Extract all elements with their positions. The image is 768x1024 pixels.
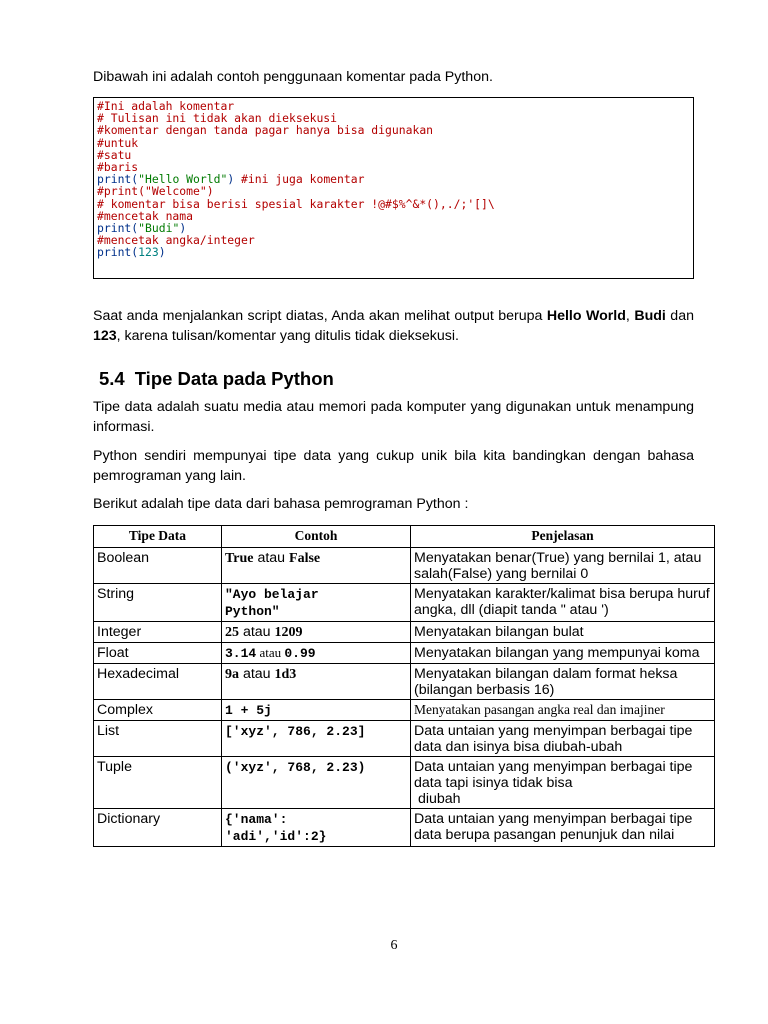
cell-tipe: Tuple xyxy=(94,757,222,809)
section-title: Tipe Data pada Python xyxy=(134,368,334,389)
code-keyword: print xyxy=(97,245,132,260)
output-text: , karena tulisan/komentar yang ditulis tidak dieksekusi. xyxy=(116,328,459,344)
cell-penjelasan xyxy=(411,757,715,809)
cell-contoh xyxy=(222,700,411,721)
cell-penjelasan: Menyatakan bilangan yang mempunyai koma xyxy=(411,643,715,664)
example-value: 9a xyxy=(225,667,239,682)
code-line: #baris xyxy=(97,160,139,175)
example-value: True xyxy=(225,551,254,566)
section-heading xyxy=(99,368,334,390)
table-row xyxy=(94,809,715,847)
code-line: # Tulisan ini tidak akan dieksekusi xyxy=(97,111,338,126)
cell-contoh xyxy=(222,809,411,847)
table-row xyxy=(94,548,715,584)
code-line: #komentar dengan tanda pagar hanya bisa digunakan xyxy=(97,123,434,138)
cell-penjelasan: Menyatakan bilangan dalam format heksa (bilangan berbasis 16) xyxy=(411,664,715,700)
table-row xyxy=(94,622,715,643)
code-line: #print("Welcome") xyxy=(97,184,214,199)
table-row xyxy=(94,643,715,664)
output-text: Saat anda menjalankan script diatas, Anda akan melihat output berupa xyxy=(93,308,547,324)
description-text: diubah xyxy=(414,791,461,807)
code-paren: ( xyxy=(131,221,139,236)
page-number: 6 xyxy=(390,938,398,953)
cell-tipe: Hexadecimal xyxy=(94,664,222,700)
header-contoh: Contoh xyxy=(222,526,411,548)
cell-contoh xyxy=(222,643,411,664)
cell-tipe: Dictionary xyxy=(94,809,222,847)
code-comment: #ini juga komentar xyxy=(234,172,365,187)
code-paren: ) xyxy=(158,245,166,260)
table-row xyxy=(94,721,715,757)
example-value: 'adi','id':2} xyxy=(225,829,327,844)
example-value: 3.14 xyxy=(225,646,257,661)
code-paren: ) xyxy=(227,172,235,187)
intro-text: Dibawah ini adalah contoh penggunaan komentar pada Python. xyxy=(93,69,493,85)
table-row xyxy=(94,700,715,721)
code-paren: ) xyxy=(179,221,187,236)
cell-contoh xyxy=(222,721,411,757)
example-value: ('xyz', 768, 2.23) xyxy=(225,760,366,775)
code-line: #mencetak angka/integer xyxy=(97,233,255,248)
example-value: 0.99 xyxy=(284,646,316,661)
example-separator: atau xyxy=(239,624,275,640)
code-keyword: print xyxy=(97,172,132,187)
example-value: ['xyz', 786, 2.23] xyxy=(225,724,366,739)
table-header-row xyxy=(94,526,715,548)
example-value: "Ayo belajar xyxy=(225,587,319,602)
code-string: "Budi" xyxy=(138,221,180,236)
cell-penjelasan: Menyatakan bilangan bulat xyxy=(411,622,715,643)
cell-contoh xyxy=(222,584,411,622)
code-line: # komentar bisa berisi spesial karakter !@#$%^&*(),./;'[]\ xyxy=(97,196,495,211)
description-text: Data untaian yang menyimpan berbagai tipe data tapi isinya tidak bisa xyxy=(414,759,693,791)
table-row xyxy=(94,757,715,809)
cell-contoh xyxy=(222,757,411,809)
code-paren: ( xyxy=(131,245,139,260)
example-value: 1209 xyxy=(274,625,303,640)
cell-penjelasan: Menyatakan pasangan angka real dan imajiner xyxy=(411,700,715,721)
code-line: #Ini adalah komentar xyxy=(97,99,235,113)
cell-contoh xyxy=(222,548,411,584)
paragraph-definition: Tipe data adalah suatu media atau memori pada komputer yang digunakan untuk menampung informasi. xyxy=(93,399,694,435)
cell-penjelasan: Data untaian yang menyimpan berbagai tipe data dan isinya bisa diubah-ubah xyxy=(411,721,715,757)
output-bold-budi: Budi xyxy=(634,308,666,324)
example-value: Python" xyxy=(225,604,280,619)
output-text: dan xyxy=(665,308,694,324)
example-value: {'nama': xyxy=(225,812,288,827)
cell-tipe: List xyxy=(94,721,222,757)
output-text: , xyxy=(625,308,630,324)
code-block xyxy=(93,97,694,279)
output-paragraph xyxy=(93,306,694,346)
cell-contoh xyxy=(222,622,411,643)
paragraph-python-types: Python sendiri mempunyai tipe data yang cukup unik bila kita bandingkan dengan bahasa pemrograman yang lain. xyxy=(93,448,694,484)
table-row xyxy=(94,584,715,622)
example-value: False xyxy=(289,551,321,566)
output-bold-123: 123 xyxy=(93,328,117,344)
cell-penjelasan: Menyatakan karakter/kalimat bisa berupa huruf angka, dll (diapit tanda " atau ') xyxy=(411,584,715,622)
cell-tipe: Float xyxy=(94,643,222,664)
code-line: #untuk xyxy=(97,135,139,150)
cell-penjelasan: Data untaian yang menyimpan berbagai tipe data berupa pasangan penunjuk dan nilai xyxy=(411,809,715,847)
section-number: 5.4 xyxy=(99,368,125,389)
code-string: "Hello World" xyxy=(138,172,228,187)
example-value: 25 xyxy=(225,625,239,640)
example-value: 1 + 5j xyxy=(225,703,272,718)
example-value: 1d3 xyxy=(274,667,297,682)
cell-penjelasan: Menyatakan benar(True) yang bernilai 1, atau salah(False) yang bernilai 0 xyxy=(411,548,715,584)
cell-tipe: Integer xyxy=(94,622,222,643)
code-line: #satu xyxy=(97,147,132,162)
table-row xyxy=(94,664,715,700)
output-bold-hello: Hello World xyxy=(546,308,626,324)
cell-tipe: String xyxy=(94,584,222,622)
code-number: 123 xyxy=(138,245,159,260)
example-separator: atau xyxy=(239,666,275,682)
code-line: #mencetak nama xyxy=(97,208,194,223)
code-keyword: print xyxy=(97,221,132,236)
header-tipe-data: Tipe Data xyxy=(94,526,222,548)
data-type-table xyxy=(93,525,715,847)
cell-tipe: Complex xyxy=(94,700,222,721)
cell-tipe: Boolean xyxy=(94,548,222,584)
header-penjelasan: Penjelasan xyxy=(411,526,715,548)
paragraph-table-intro: Berikut adalah tipe data dari bahasa pemrograman Python : xyxy=(93,496,469,512)
example-separator: atau xyxy=(256,645,285,660)
cell-contoh xyxy=(222,664,411,700)
example-separator: atau xyxy=(253,550,290,566)
code-paren: ( xyxy=(131,172,139,187)
